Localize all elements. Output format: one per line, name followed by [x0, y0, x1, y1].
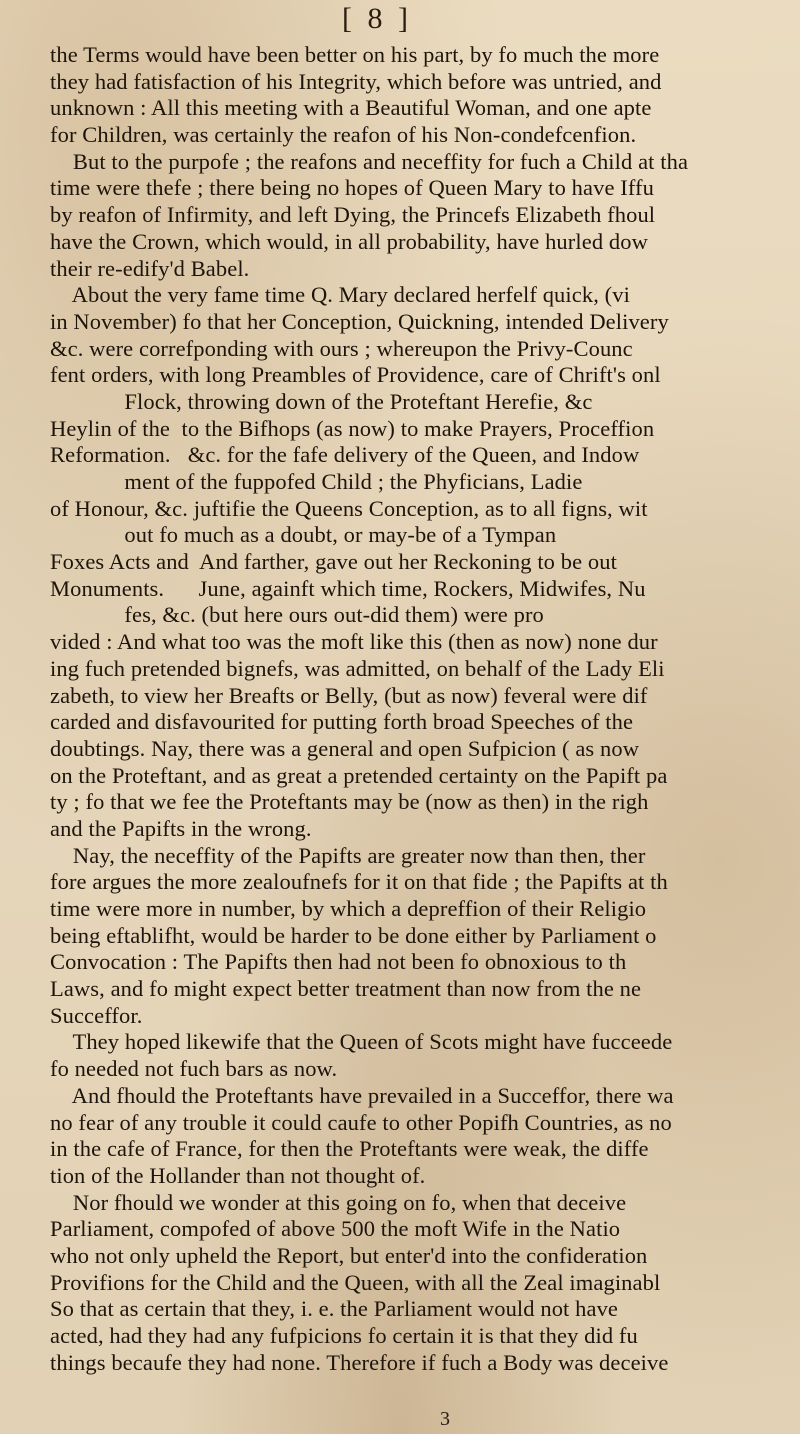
- text-line: of Honour, &c. juftifie the Queens Conception, as to all figns, wit: [50, 495, 648, 521]
- text-line: no fear of any trouble it could caufe to other Popifh Countries, as no: [50, 1109, 672, 1135]
- text-line: Foxes Acts and And farther, gave out her Reckoning to be out: [50, 549, 617, 575]
- text-line: for Children, was certainly the reafon of his Non-condefcenfion.: [50, 122, 637, 148]
- text-line: &c. were correfponding with ours ; whereupon the Privy-Counc: [50, 335, 633, 361]
- text-line: being eftablifht, would be harder to be done either by Parliament o: [50, 922, 657, 948]
- text-line: they had fatisfaction of his Integrity, which before was untried, and: [50, 68, 662, 94]
- text-line: Succeffor.: [50, 1002, 143, 1028]
- text-line: Heylin of the to the Bifhops (as now) to make Prayers, Proceffion: [50, 415, 655, 441]
- text-line: They hoped likewife that the Queen of Scots might have fucceede: [50, 1029, 673, 1055]
- text-line: Reformation. &c. for the fafe delivery of the Queen, and Indow: [50, 442, 640, 468]
- text-line: and the Papifts in the wrong.: [50, 815, 312, 841]
- text-line: Flock, throwing down of the Proteftant Herefie, &c: [50, 388, 593, 414]
- text-line: unknown : All this meeting with a Beautiful Woman, and one apte: [50, 95, 652, 121]
- text-line: But to the purpofe ; the reafons and neceffity for fuch a Child at tha: [50, 148, 689, 174]
- text-line: So that as certain that they, i. e. the Parliament would not have: [50, 1296, 619, 1322]
- text-line: fent orders, with long Preambles of Providence, care of Chrift's onl: [50, 362, 661, 388]
- text-line: zabeth, to view her Breafts or Belly, (but as now) feveral were dif: [50, 682, 648, 708]
- text-line: About the very fame time Q. Mary declared herfelf quick, (vi: [50, 282, 630, 308]
- text-line: fes, &c. (but here ours out-did them) were pro: [50, 602, 544, 628]
- text-line: ty ; fo that we fee the Proteftants may be (now as then) in the righ: [50, 789, 649, 815]
- text-line: ing fuch pretended bignefs, was admitted, on behalf of the Lady Eli: [50, 655, 665, 681]
- text-line: vided : And what too was the moft like this (then as now) none dur: [50, 629, 658, 655]
- text-line: things becaufe they had none. Therefore if fuch a Body was deceive: [50, 1349, 669, 1375]
- text-line: the Terms would have been better on his part, by fo much the more: [50, 42, 660, 67]
- text-line: Provifions for the Child and the Queen, with all the Zeal imaginabl: [50, 1269, 661, 1295]
- text-line: in November) fo that her Conception, Quickning, intended Delivery: [50, 308, 669, 334]
- text-line: ment of the fuppofed Child ; the Phyficians, Ladie: [50, 469, 583, 494]
- text-line: Convocation : The Papifts then had not been fo obnoxious to th: [50, 949, 627, 975]
- text-line: have the Crown, which would, in all probability, have hurled dow: [50, 228, 648, 254]
- text-line: carded and disfavourited for putting forth broad Speeches of the: [50, 709, 634, 735]
- page-number: [ 8 ]: [342, 2, 412, 35]
- text-line: tion of the Hollander than not thought of.: [50, 1162, 426, 1188]
- text-line: Monuments. June, againft which time, Rockers, Midwifes, Nu: [50, 575, 646, 601]
- body-text: [50, 42, 795, 1376]
- text-line: out fo much as a doubt, or may-be of a Tympan: [50, 522, 557, 548]
- text-line: Nor fhould we wonder at this going on fo, when that deceive: [50, 1189, 627, 1215]
- text-line: in the cafe of France, for then the Proteftants were weak, the diffe: [50, 1136, 649, 1162]
- text-line: fore argues the more zealoufnefs for it on that fide ; the Papifts at th: [50, 869, 668, 895]
- text-line: time were thefe ; there being no hopes of Queen Mary to have Iffu: [50, 175, 654, 201]
- text-line: doubtings. Nay, there was a general and open Sufpicion ( as now: [50, 735, 640, 761]
- text-line: time were more in number, by which a depreffion of their Religio: [50, 896, 647, 921]
- text-line: on the Proteftant, and as great a pretended certainty on the Papift pa: [50, 762, 668, 788]
- text-line: their re-edify'd Babel.: [50, 255, 250, 281]
- text-line: And fhould the Proteftants have prevailed in a Succeffor, there wa: [50, 1082, 674, 1108]
- text-line: Laws, and fo might expect better treatment than now from the ne: [50, 976, 642, 1002]
- text-line: by reafon of Infirmity, and left Dying, the Princefs Elizabeth fhoul: [50, 202, 656, 228]
- text-line: who not only upheld the Report, but enter'd into the confideration: [50, 1242, 648, 1268]
- catchword: 3: [440, 1408, 450, 1430]
- text-line: acted, had they had any fufpicions fo certain it is that they did fu: [50, 1323, 638, 1348]
- text-line: fo needed not fuch bars as now.: [50, 1056, 338, 1082]
- text-line: Parliament, compofed of above 500 the moft Wife in the Natio: [50, 1216, 621, 1242]
- text-line: Nay, the neceffity of the Papifts are greater now than then, ther: [50, 842, 646, 868]
